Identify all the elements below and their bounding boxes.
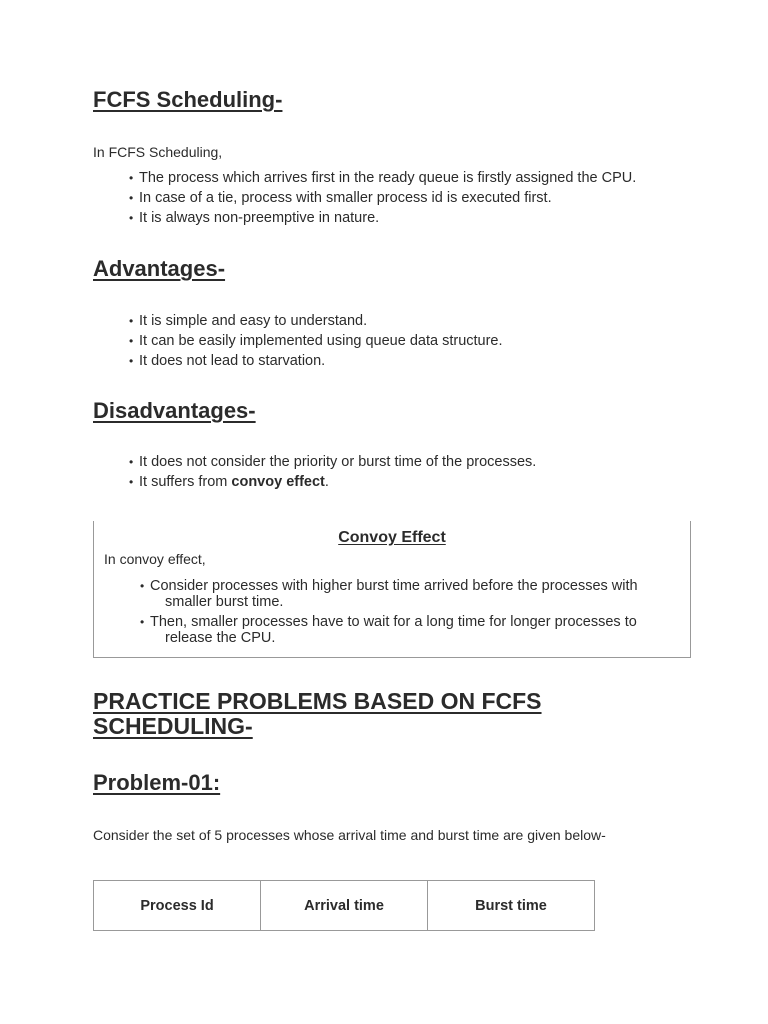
table-header-row <box>94 881 595 931</box>
disadvantages-bullet-list <box>129 452 536 492</box>
list-item: • It does not consider the priority or burst time of the processes. <box>129 452 536 472</box>
fcfs-heading: FCFS Scheduling- <box>93 87 283 112</box>
disadvantages-heading: Disadvantages- <box>93 398 256 423</box>
list-item: • It is simple and easy to understand. <box>129 311 503 331</box>
list-item-line: release the CPU. <box>165 630 276 646</box>
advantages-bullet-list <box>129 311 503 371</box>
list-item: • It does not lead to starvation. <box>129 351 503 371</box>
list-item <box>129 472 536 492</box>
table-header-cell: Burst time <box>428 881 595 931</box>
table-header-cell: Arrival time <box>261 881 428 931</box>
fcfs-intro: In FCFS Scheduling, <box>93 144 223 160</box>
process-table <box>93 880 595 931</box>
advantages-heading: Advantages- <box>93 256 226 281</box>
list-item <box>140 614 660 646</box>
list-item: • It can be easily implemented using queue data structure. <box>129 331 503 351</box>
bullet-text: It suffers from <box>139 474 232 490</box>
convoy-effect-title: Convoy Effect <box>338 529 446 546</box>
convoy-effect-box <box>93 521 691 658</box>
list-item-line: Then, smaller processes have to wait for a long time for longer processes to <box>150 614 637 630</box>
problem-01-heading: Problem-01: <box>93 770 221 795</box>
list-item: • In case of a tie, process with smaller process id is executed first. <box>129 188 636 208</box>
practice-problems-heading: PRACTICE PROBLEMS BASED ON FCFS SCHEDULING- <box>93 688 542 739</box>
bullet-text: . <box>324 474 329 490</box>
list-item: • The process which arrives first in the ready queue is firstly assigned the CPU. <box>129 168 636 188</box>
list-item <box>140 578 660 610</box>
convoy-effect-list <box>140 578 660 650</box>
table-header-cell: Process Id <box>94 881 261 931</box>
list-item-line: Consider processes with higher burst time arrived before the processes with <box>150 578 638 594</box>
fcfs-bullet-list <box>129 168 636 228</box>
problem-01-intro: Consider the set of 5 processes whose arrival time and burst time are given below- <box>93 827 606 843</box>
convoy-effect-term: convoy effect <box>231 474 325 490</box>
list-item: • It is always non-preemptive in nature. <box>129 208 636 228</box>
list-item-line: smaller burst time. <box>165 594 284 610</box>
convoy-effect-intro: In convoy effect, <box>104 551 206 567</box>
